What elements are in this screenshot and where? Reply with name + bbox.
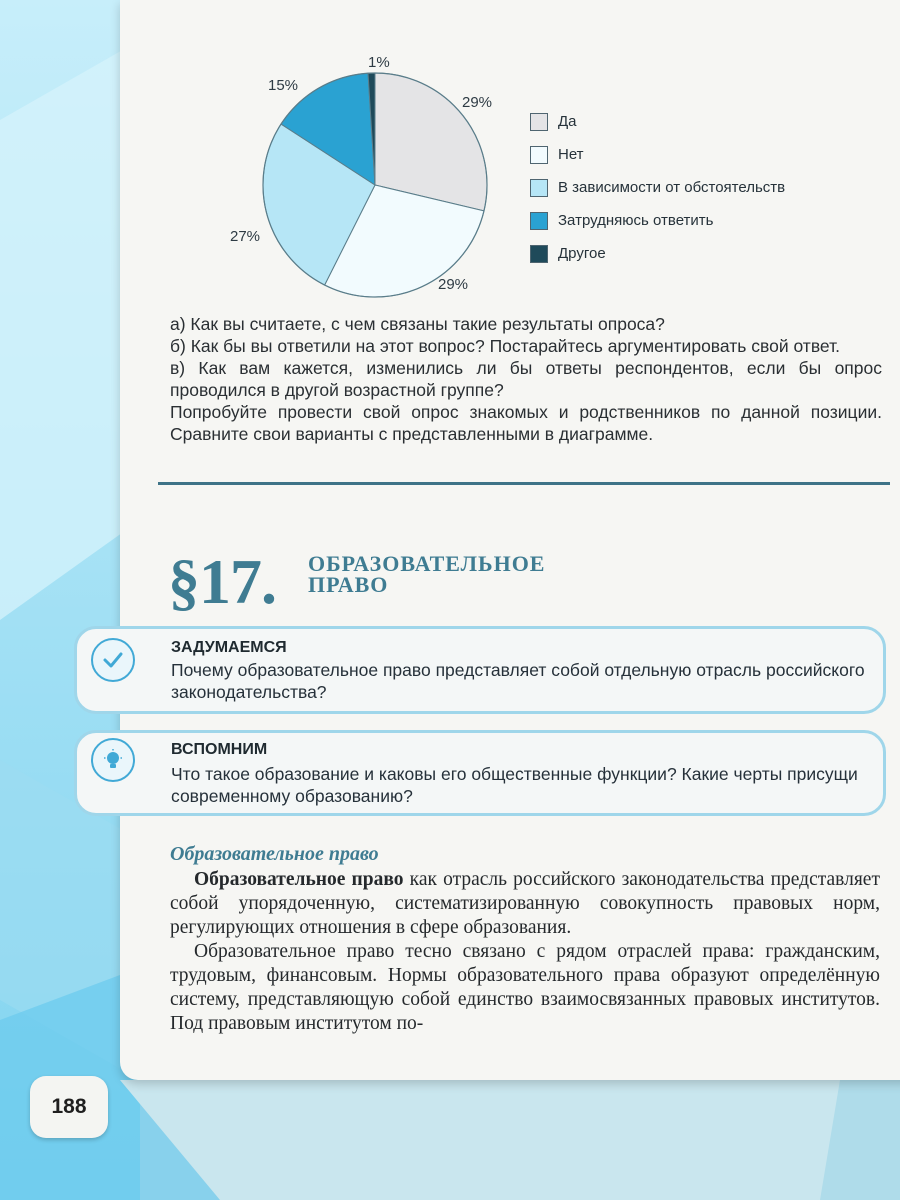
- legend-item-yes: [530, 105, 785, 138]
- subsection-heading: Образовательное право: [170, 843, 379, 865]
- chart-legend: [530, 105, 785, 270]
- legend-item-other: [530, 237, 785, 270]
- legend-item-depends: [530, 171, 785, 204]
- pie-label-yes: 29%: [462, 94, 493, 111]
- section-divider: [158, 482, 890, 485]
- think-box-title: ЗАДУМАЕМСЯ: [171, 639, 287, 656]
- body-text: [170, 868, 880, 1036]
- pie-label-depends: 27%: [230, 228, 261, 245]
- section-title: [308, 553, 545, 595]
- legend-swatch-other: [530, 245, 548, 263]
- section-title-line1: ОБРАЗОВАТЕЛЬНОЕ: [308, 551, 546, 576]
- body-paragraph-1: [170, 868, 880, 940]
- think-box-text: Почему образовательное право представляет собой отдельную отрасль российского законодательства?: [171, 660, 865, 702]
- recall-box-text: Что такое образование и каковы его общественные функции? Какие черты присущи современному образованию?: [171, 764, 858, 806]
- term-bold: Образовательное право: [194, 869, 404, 890]
- legend-swatch-depends: [530, 179, 548, 197]
- legend-label-depends: В зависимости от обстоятельств: [558, 179, 786, 196]
- pie-label-other: 1%: [368, 54, 390, 71]
- checkmark-icon: [91, 638, 135, 682]
- legend-label-hard-to-say: Затрудняюсь ответить: [558, 212, 714, 229]
- legend-item-hard-to-say: [530, 204, 785, 237]
- pie-label-no: 29%: [438, 276, 469, 293]
- lightbulb-icon: [91, 738, 135, 782]
- legend-item-no: [530, 138, 785, 171]
- legend-label-no: Нет: [558, 146, 584, 163]
- legend-swatch-no: [530, 146, 548, 164]
- question-v: в) Как вам кажется, изменились ли бы ответы респондентов, если бы опрос проводился в другой возрастной группе?: [170, 358, 882, 400]
- pie-label-hard-to-say: 15%: [268, 77, 299, 94]
- question-a: а) Как вы считаете, с чем связаны такие результаты опроса?: [170, 314, 665, 334]
- recall-box: [74, 730, 886, 816]
- body-paragraph-2: Образовательное право тесно связано с рядом отраслей права: гражданским, трудовым, финансовым. Нормы образовательного права образуют определённую систему, представляющую собой единство взаимосвязанных правовых институтов. Под правовым институтом по-: [170, 941, 880, 1034]
- section-title-line2: ПРАВО: [308, 572, 389, 597]
- survey-questions: [170, 313, 882, 445]
- recall-box-title: ВСПОМНИМ: [171, 741, 268, 758]
- legend-swatch-hard-to-say: [530, 212, 548, 230]
- page-number: 188: [30, 1076, 108, 1138]
- think-box: [74, 626, 886, 714]
- section-number: §17.: [168, 546, 276, 617]
- legend-label-other: Другое: [558, 245, 606, 262]
- legend-label-yes: Да: [558, 113, 577, 130]
- question-b: б) Как бы вы ответили на этот вопрос? Постарайтесь аргументировать свой ответ.: [170, 336, 841, 356]
- survey-task: Попробуйте провести свой опрос знакомых и родственников по данной позиции. Сравните свои варианты с представленными в диаграмме.: [170, 402, 882, 444]
- body-paragraph-1-rest: как отрасль российского законодательства представляет собой упорядоченную, систематизированную совокупность правовых норм, регулирующих отношения в сфере образования.: [170, 869, 880, 938]
- legend-swatch-yes: [530, 113, 548, 131]
